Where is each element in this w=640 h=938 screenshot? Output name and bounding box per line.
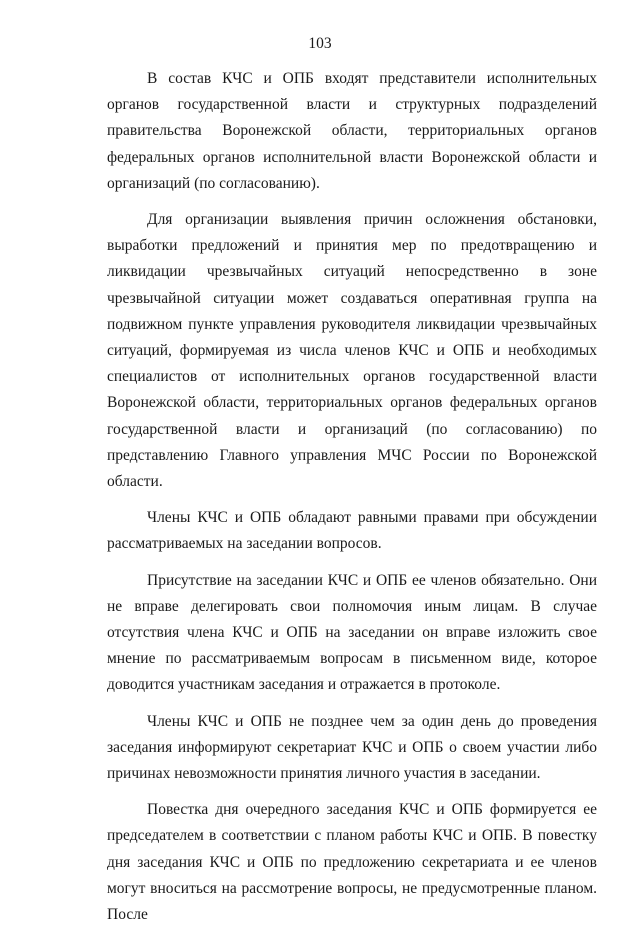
paragraph-kchs-composition: В состав КЧС и ОПБ входят представители исполнительных органов государственной власти и структурных подразделений правительства Воронежской области, территориальных органов федеральных органов исполнительной власти Воронежской области и организаций (по согласованию).	[107, 70, 597, 192]
page-number: 103	[308, 35, 332, 52]
paragraph-attendance: Присутствие на заседании КЧС и ОПБ ее членов обязательно. Они не вправе делегировать свои полномочия иным лицам. В случае отсутствия члена КЧС и ОПБ на заседании он вправе изложить свое мнение по рассматриваемым вопросам в письменном виде, которое доводится участникам заседания и отражается в протоколе.	[107, 571, 597, 694]
paragraph-equal-rights: Члены КЧС и ОПБ обладают равными правами при обсуждении рассматриваемых на заседании вопросов.	[107, 509, 597, 553]
paragraph-notification: Члены КЧС и ОПБ не позднее чем за один день до проведения заседания информируют секретариат КЧС и ОПБ о своем участии либо причинах невозможности принятия личного участия в заседании.	[107, 712, 597, 783]
paragraph-agenda: Повестка дня очередного заседания КЧС и ОПБ формируется ее председателем в соответствии с планом работы КЧС и ОПБ. В повестку дня заседания КЧС и ОПБ по предложению секретариата и ее членов могут вноситься на рассмотрение вопросы, не предусмотренные планом. После	[107, 801, 597, 924]
document-body	[107, 66, 597, 938]
paragraph-operational-group: Для организации выявления причин осложнения обстановки, выработки предложений и принятия мер по предотвращению и ликвидации чрезвычайных ситуаций непосредственно в зоне чрезвычайной ситуации может создаваться оперативная группа на подвижном пункте управления руководителя ликвидации чрезвычайных ситуаций, формируемая из числа членов КЧС и ОПБ и необходимых специалистов от исполнительных органов государственной власти Воронежской области, территориальных органов федеральных органов государственной власти и организаций (по согласованию) по представлению Главного управления МЧС России по Воронежской области.	[107, 211, 597, 491]
